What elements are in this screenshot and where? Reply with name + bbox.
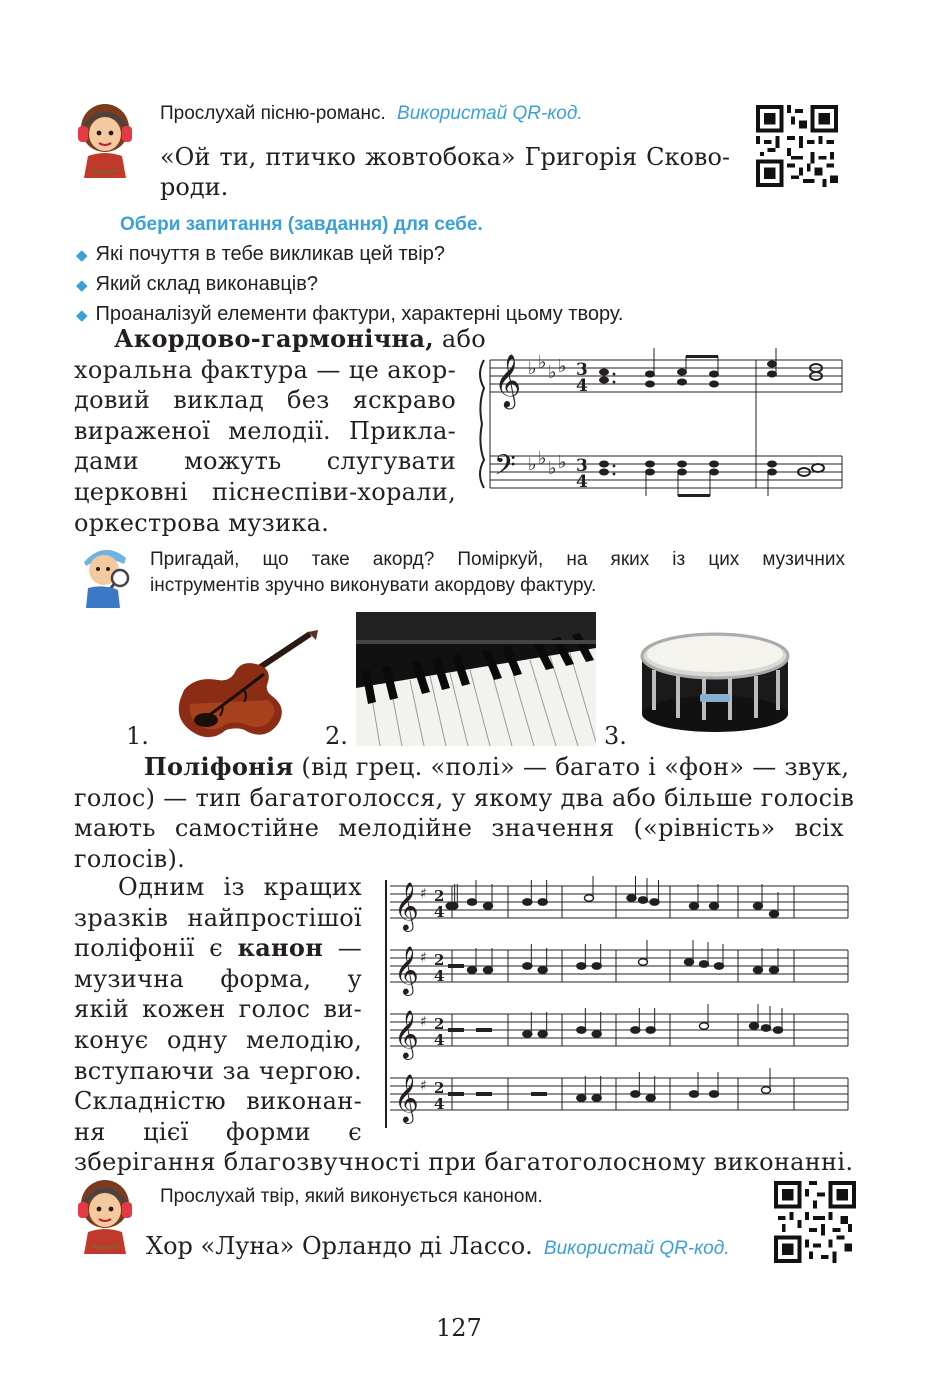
note-head <box>646 1095 655 1101</box>
svg-text:4: 4 <box>576 376 588 396</box>
note-head <box>468 967 477 973</box>
rest-mark <box>476 1028 492 1032</box>
treble-clef-icon: 𝄞 <box>394 881 419 930</box>
svg-text:♭: ♭ <box>528 358 537 379</box>
bass-clef-icon: 𝄢 <box>494 449 516 489</box>
chorale-score <box>476 344 846 504</box>
note-head <box>538 967 547 973</box>
listen-work-title: «Ой ти, птичко жовтобока» Григорія Сково- роди. <box>160 143 730 201</box>
chordal-term: Акордово-гармонічна, <box>114 324 434 353</box>
list-item: ◆ Які почуття в тебе викликав цей твір? <box>76 243 445 265</box>
diamond-bullet-icon: ◆ <box>76 247 88 264</box>
svg-text:4: 4 <box>434 1031 445 1049</box>
sharp-icon: ♯ <box>420 1014 427 1030</box>
listen2-instruction: Прослухай твір, який виконується каноном. <box>160 1186 543 1207</box>
qr-code-icon[interactable] <box>774 1180 856 1264</box>
svg-text:3: 3 <box>576 360 588 380</box>
note-head <box>754 903 763 909</box>
list-item: ◆ Проаналізуй елементи фактури, характерні цьому твору. <box>76 303 624 325</box>
rest-mark <box>448 1092 464 1096</box>
instrument-number-1: 1. <box>126 722 149 750</box>
rest-mark <box>448 1028 464 1032</box>
piano-keys-icon <box>356 612 596 746</box>
note-head <box>685 959 694 965</box>
note-head <box>762 1025 771 1031</box>
questions-list <box>76 240 776 330</box>
note-head <box>646 1027 655 1033</box>
note-head <box>577 1027 586 1033</box>
headphones-girl-icon <box>74 100 136 180</box>
note-head <box>690 903 699 909</box>
treble-clef-icon: 𝄞 <box>394 945 419 994</box>
canon-score <box>382 876 850 1132</box>
svg-text:2: 2 <box>434 887 445 905</box>
svg-text:♭: ♭ <box>528 454 537 475</box>
sharp-icon: ♯ <box>420 1078 427 1094</box>
note-head <box>627 895 636 901</box>
note-head <box>639 897 648 903</box>
note-head <box>484 903 493 909</box>
note-head <box>762 1087 771 1093</box>
note-head <box>592 1031 601 1037</box>
svg-text:2: 2 <box>434 951 445 969</box>
chordal-paragraph: Акордово-гармонічна, або хоральна фактура — це акор- довий виклад без яскраво вираженої мелодії. Прикла- дами можуть слугувати церковні піснеспіви-хорали, оркестрова музика. <box>74 324 486 537</box>
listen-instruction: Прослухай пісню-романс. <box>160 103 386 124</box>
qr-hint: Використай QR-код. <box>543 1238 730 1259</box>
note-head <box>523 1031 532 1037</box>
note-head <box>631 1091 640 1097</box>
rest-mark <box>531 1092 547 1096</box>
rest-mark <box>448 964 464 968</box>
listen-instruction-line <box>160 103 583 125</box>
svg-text:♭: ♭ <box>538 448 547 469</box>
svg-text:2: 2 <box>434 1015 445 1033</box>
instrument-number-3: 3. <box>604 722 627 750</box>
note-head <box>585 895 594 901</box>
note-head <box>770 911 779 917</box>
note-head <box>468 899 477 905</box>
note-head <box>577 963 586 969</box>
treble-clef-icon: 𝄞 <box>394 1073 419 1122</box>
qr-hint: Використай QR-код. <box>397 103 583 124</box>
note-head <box>538 899 547 905</box>
note-head <box>631 1027 640 1033</box>
svg-text:4: 4 <box>434 1095 445 1113</box>
note-head <box>639 959 648 965</box>
treble-clef-icon: 𝄞 <box>494 353 522 407</box>
note-head <box>710 1091 719 1097</box>
magnifier-boy-icon <box>74 540 136 610</box>
snare-drum-icon <box>636 626 794 734</box>
svg-text:♭: ♭ <box>548 362 557 383</box>
svg-text:♭: ♭ <box>558 452 567 473</box>
violin-icon <box>160 630 320 746</box>
note-head <box>690 1091 699 1097</box>
note-head <box>523 963 532 969</box>
svg-text:♭: ♭ <box>538 352 547 373</box>
listen2-work-line <box>146 1232 730 1260</box>
note-head <box>700 961 709 967</box>
note-head <box>770 967 779 973</box>
recall-text: Пригадай, що таке акорд? Поміркуй, на яких із цих музичних інструментів зручно виконувати акордову фактуру. <box>150 549 845 596</box>
note-head <box>750 1023 759 1029</box>
list-item: ◆ Який склад виконавців? <box>76 273 318 295</box>
note-head <box>774 1027 783 1033</box>
sharp-icon: ♯ <box>420 886 427 902</box>
rest-mark <box>476 1092 492 1096</box>
svg-text:♭: ♭ <box>558 356 567 377</box>
page-number: 127 <box>436 1314 482 1342</box>
diamond-bullet-icon: ◆ <box>76 277 88 294</box>
listen2-work: Хор «Луна» Орландо ді Лассо. <box>146 1232 533 1260</box>
note-head <box>523 899 532 905</box>
note-head <box>577 1095 586 1101</box>
note-head <box>592 1095 601 1101</box>
diamond-bullet-icon: ◆ <box>76 307 88 324</box>
instrument-number-2: 2. <box>325 722 348 750</box>
svg-text:4: 4 <box>434 903 445 921</box>
canon-paragraph: Одним із кращих зразків найпростішої поліфонії є канон — музична форма, у якій кожен голос ви- конує одну мелодію, вступаючи за чергою. Складністю виконан- ня цієї форми є <box>74 873 363 1146</box>
note-head <box>650 899 659 905</box>
note-head <box>710 903 719 909</box>
svg-text:♭: ♭ <box>548 458 557 479</box>
note-head <box>754 967 763 973</box>
note-head <box>715 963 724 969</box>
note-head <box>592 963 601 969</box>
svg-text:2: 2 <box>434 1079 445 1097</box>
svg-text:4: 4 <box>434 967 445 985</box>
sharp-icon: ♯ <box>420 950 427 966</box>
questions-heading: Обери запитання (завдання) для себе. <box>120 214 483 235</box>
canon-term: канон <box>237 933 324 963</box>
headphones-girl-icon <box>74 1176 136 1256</box>
note-head <box>700 1023 709 1029</box>
svg-text:3: 3 <box>576 456 588 476</box>
note-head <box>484 967 493 973</box>
polyphony-paragraph: Поліфонія (від грец. «полі» — багато і «фон» — звук, голос) — тип багатоголосся, у якому два або більше голосів мають самостійне мелодійне значення («рівність» всіх голосів). <box>74 752 855 873</box>
polyphony-term: Поліфонія <box>144 752 294 781</box>
canon-last-line: зберігання благозвучності при багатоголосному виконанні. <box>74 1148 854 1176</box>
qr-code-icon[interactable] <box>756 104 838 188</box>
treble-clef-icon: 𝄞 <box>394 1009 419 1058</box>
note-head <box>538 1031 547 1037</box>
svg-text:4: 4 <box>576 472 588 492</box>
note-head <box>446 903 455 909</box>
